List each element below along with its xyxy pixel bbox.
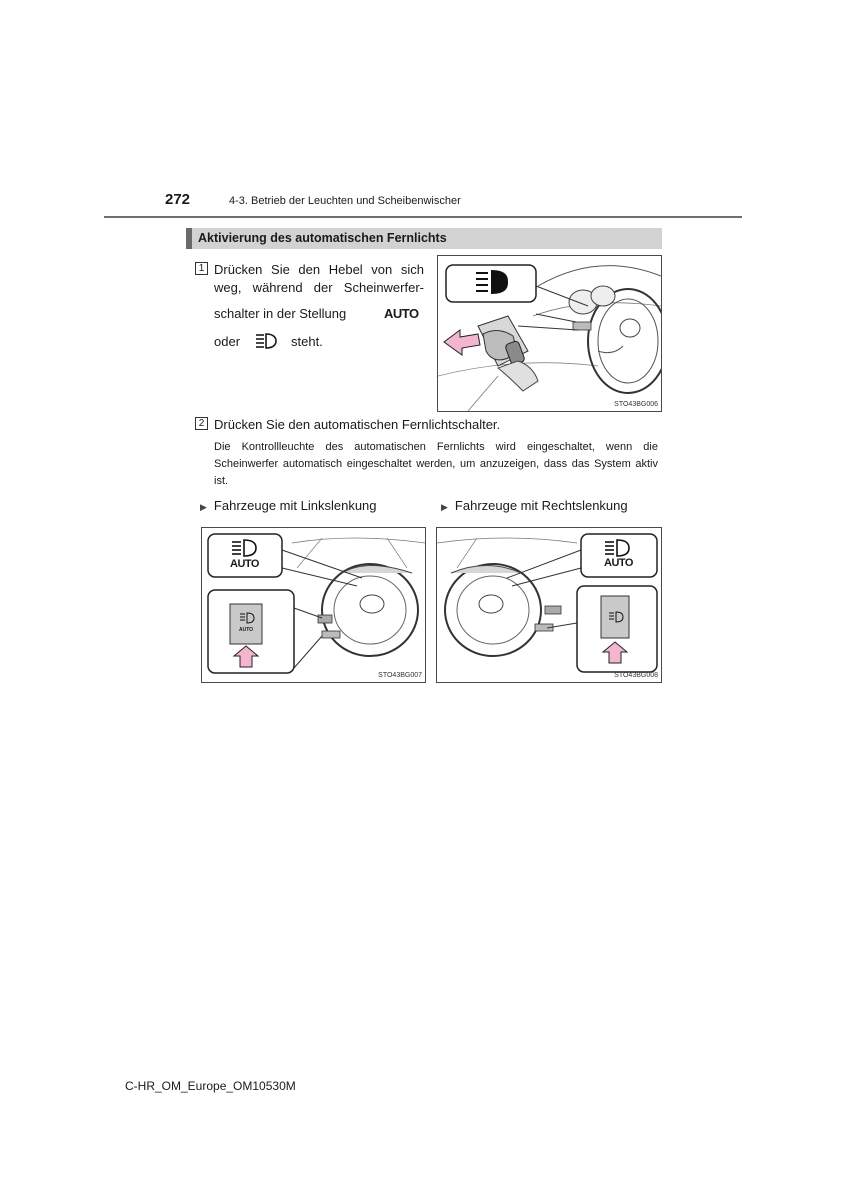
- step-1-line-2: weg, während der Scheinwerfer-: [214, 280, 424, 295]
- bullet-label: Fahrzeuge mit Linkslenkung: [213, 498, 377, 513]
- figure-code: STO43BG007: [378, 672, 422, 679]
- document-id: C-HR_OM_Europe_OM10530M: [125, 1079, 296, 1093]
- auto-position-label: AUTO: [384, 306, 419, 321]
- step-1-line-3: schalter in der Stellung: [214, 306, 347, 321]
- bullet-label: Fahrzeuge mit Rechtslenkung: [454, 498, 628, 513]
- step-1-line-4-pre: oder: [214, 334, 241, 349]
- lever-illustration: [438, 256, 661, 411]
- step-2-number: 2: [195, 417, 208, 430]
- auto-badge-text: AUTO: [230, 558, 259, 570]
- step-2-text: Drücken Sie den automatischen Fernlichtschalter.: [214, 417, 501, 432]
- chapter-title: 4-3. Betrieb der Leuchten und Scheibenwischer: [229, 195, 461, 207]
- section-heading: Aktivierung des automatischen Fernlichts: [186, 228, 662, 249]
- rhd-figure: [436, 527, 662, 683]
- bullet-triangle-icon: ▶: [200, 502, 207, 512]
- figure-code: STO43BG008: [614, 672, 658, 679]
- bullet-right-hand-drive: [441, 498, 628, 513]
- bullet-triangle-icon: ▶: [441, 502, 448, 512]
- figure-code: STO43BG006: [614, 401, 658, 408]
- lhd-figure: [201, 527, 426, 683]
- lhd-illustration: [202, 528, 425, 682]
- page-number: 272: [165, 191, 191, 208]
- switch-auto-text: AUTO: [239, 627, 254, 633]
- step-1-line-4-post: steht.: [291, 334, 323, 349]
- step-2-note: Die Kontrollleuchte des automatischen Fernlichts wird eingeschaltet, wenn die Scheinwerfer automatisch eingeschaltet werden, um anzuzeigen, dass das System aktiv ist.: [214, 441, 658, 487]
- rhd-illustration: [437, 528, 661, 682]
- step-1-number: 1: [195, 262, 208, 275]
- high-beam-icon: [254, 332, 278, 350]
- auto-badge-text: AUTO: [604, 557, 633, 569]
- header-rule: [104, 216, 742, 218]
- step-1-line-1: Drücken Sie den Hebel von sich: [214, 262, 424, 277]
- bullet-left-hand-drive: [200, 498, 377, 513]
- lever-figure: [437, 255, 662, 412]
